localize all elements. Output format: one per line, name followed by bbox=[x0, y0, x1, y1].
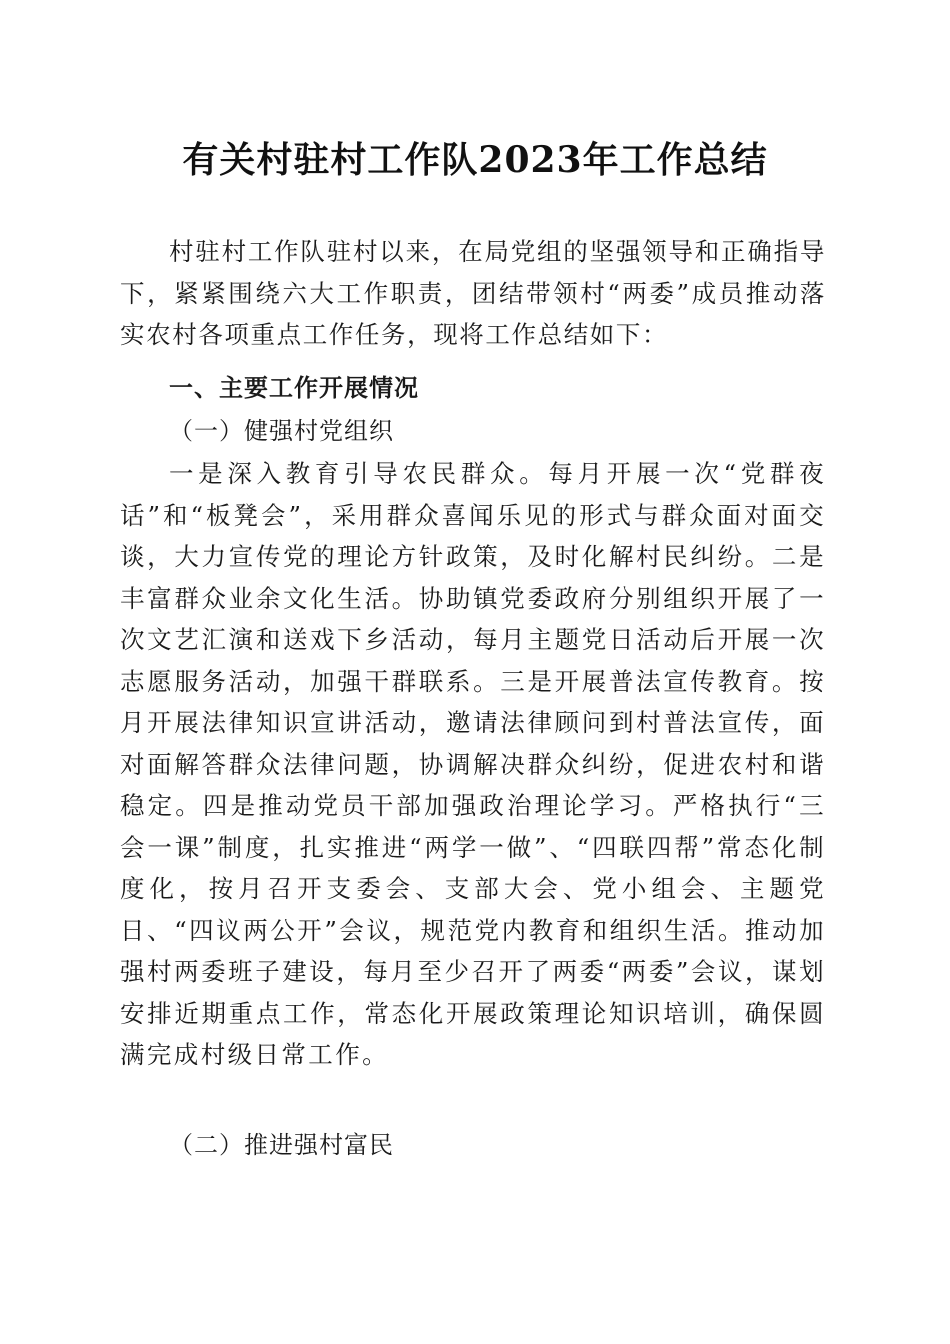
section-heading-main-work: 一、主要工作开展情况 bbox=[169, 374, 419, 402]
document-title: 有关村驻村工作队2023年工作总结 bbox=[182, 139, 768, 181]
subsection-heading-party-organization: （一）健强村党组织 bbox=[169, 417, 394, 445]
intro-paragraph: 村驻村工作队驻村以来，在局党组的坚强领导和正确指导下，紧紧围绕六大工作职责，团结带领村“两委”成员推动落实农村各项重点工作任务，现将工作总结如下： bbox=[120, 237, 826, 349]
subsection-heading-strengthen-village: （二）推进强村富民 bbox=[169, 1131, 394, 1159]
body-paragraph-party-organization: 一是深入教育引导农民群众。每月开展一次“党群夜话”和“板凳会”，采用群众喜闻乐见的形式与群众面对面交谈，大力宣传党的理论方针政策，及时化解村民纠纷。二是丰富群众业余文化生活。协助镇党委政府分别组织开展了一次文艺汇演和送戏下乡活动，每月主题党日活动后开展一次志愿服务活动，加强干群联系。三是开展普法宣传教育。按月开展法律知识宣讲活动，邀请法律顾问到村普法宣传，面对面解答群众法律问题，协调解决群众纠纷，促进农村和谐稳定。四是推动党员干部加强政治理论学习。严格执行“三会一课”制度，扎实推进“两学一做”、“四联四帮”常态化制度化，按月召开支委会、支部大会、党小组会、主题党日、“四议两公开”会议，规范党内教育和组织生活。推动加强村两委班子建设，每月至少召开了两委“两委”会议，谋划安排近期重点工作，常态化开展政策理论知识培训，确保圆满完成村级日常工作。 bbox=[120, 459, 826, 1069]
